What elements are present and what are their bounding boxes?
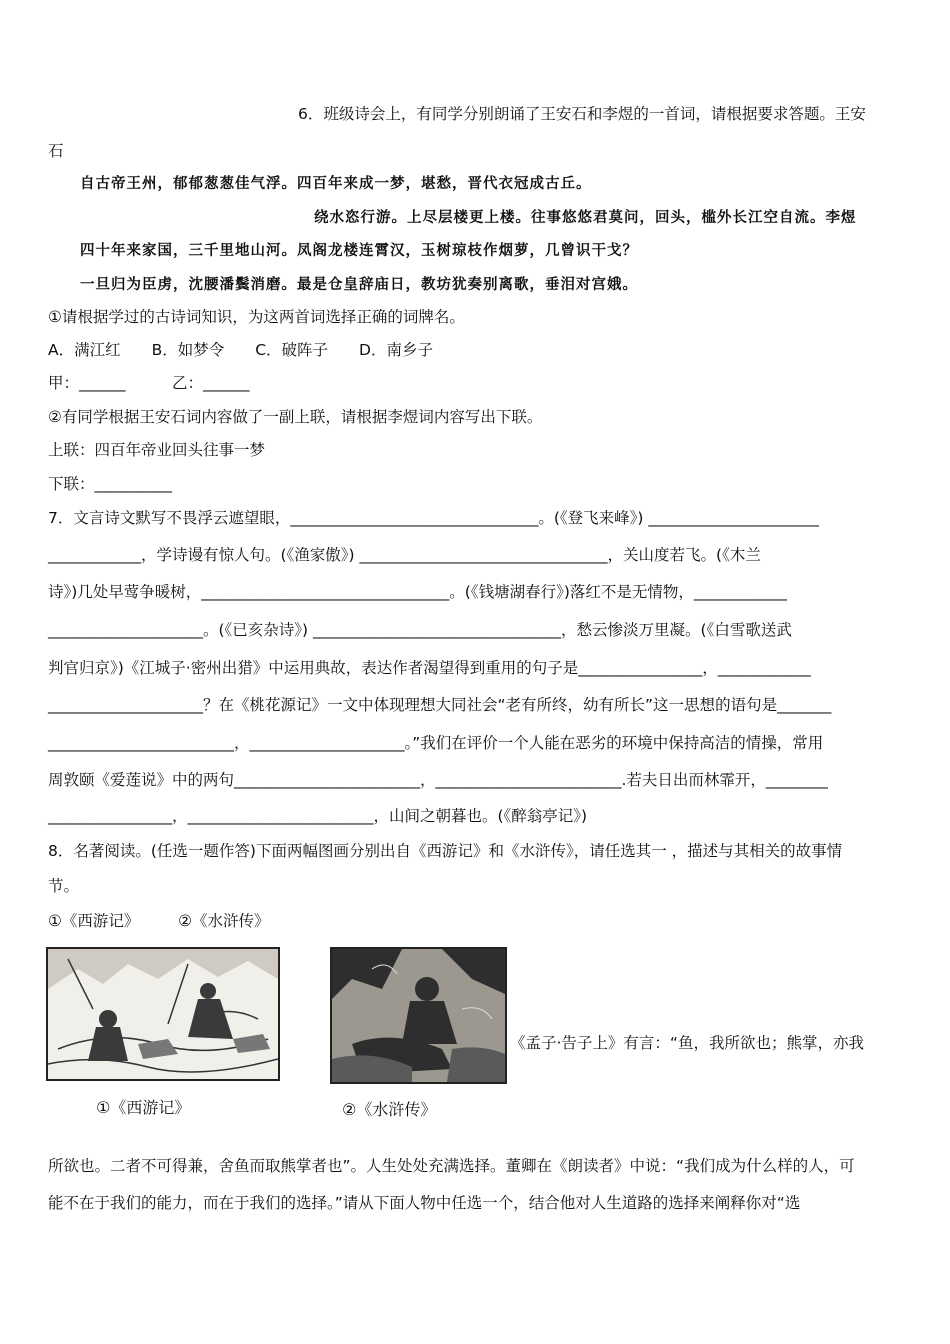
q8-paragraph-line: 能不在于我们的能力，而在于我们的选择。”请从下面人物中任选一个，结合他对人生道路的选择来阐释你对“选 bbox=[48, 1194, 801, 1212]
q6-intro-continued: 石 bbox=[48, 142, 64, 160]
poem-line: 绕水恣行游。上尽层楼更上楼。往事悠悠君莫问，回头，槛外长江空自流。李煜 bbox=[314, 209, 857, 226]
q7-line: 7．文言诗文默写不畏浮云遮望眼，________________________________。(《登飞来峰》) ______________________ bbox=[48, 509, 819, 527]
poem-line: 四十年来家国，三千里地山河。凤阁龙楼连霄汉，玉树琼枝作烟萝，几曾识干戈？ bbox=[80, 242, 638, 259]
q7-line: 诗》)几处早莺争暖树，________________________________。(《钱塘湖春行》)落红不是无情物，____________ bbox=[48, 583, 787, 601]
q6-sub1: ①请根据学过的古诗词知识，为这两首词选择正确的词牌名。 bbox=[48, 308, 465, 326]
q6-intro: 6．班级诗会上，有同学分别朗诵了王安石和李煜的一首词，请根据要求答题。王安 bbox=[298, 105, 866, 123]
poem-line: 自古帝王州，郁郁葱葱佳气浮。四百年来成一梦，堪愁，晋代衣冠成古丘。 bbox=[80, 175, 592, 192]
journey-west-illustration bbox=[46, 947, 280, 1081]
q7-line: ________________________，____________________。”我们在评价一个人能在恶劣的环境中保持高洁的情操，常用 bbox=[48, 734, 824, 752]
mencius-quote-start: 《孟子·告子上》有言：“鱼，我所欲也；熊掌，亦我 bbox=[510, 1034, 864, 1052]
q6-lower-couplet: 下联：__________ bbox=[48, 475, 173, 493]
q6-answer-line: 甲：______ 乙：______ bbox=[48, 374, 250, 392]
q7-line: 判官归京》)《江城子·密州出猎》中运用典故，表达作者渴望得到重用的句子是________________，____________ bbox=[48, 659, 811, 677]
q6-sub2: ②有同学根据王安石词内容做了一副上联，请根据李煜词内容写出下联。 bbox=[48, 408, 543, 426]
q7-line: ________________，________________________，山间之朝暮也。(《醉翁亭记》) bbox=[48, 807, 588, 825]
q6-upper-couplet: 上联：四百年帝业回头往事一梦 bbox=[48, 441, 266, 459]
q8-image-labels: ①《西游记》 ②《水浒传》 bbox=[48, 912, 270, 930]
figure-caption: ②《水浒传》 bbox=[342, 1100, 437, 1119]
q8-paragraph-line: 所欲也。二者不可得兼，舍鱼而取熊掌者也”。人生处处充满选择。董卿在《朗读者》中说：“我们成为什么样的人，可 bbox=[48, 1157, 855, 1175]
poem-line: 一旦归为臣虏，沈腰潘鬓消磨。最是仓皇辞庙日，教坊犹奏别离歌，垂泪对宫娥。 bbox=[80, 276, 638, 293]
water-margin-illustration bbox=[330, 947, 507, 1084]
q7-line: ____________________。(《已亥杂诗》) ________________________________，愁云惨淡万里凝。(《白雪歌送武 bbox=[48, 621, 792, 639]
figure-caption: ①《西游记》 bbox=[96, 1098, 191, 1117]
q7-line: ____________________？在《桃花源记》一文中体现理想大同社会“老有所终，幼有所长”这一思想的语句是_______ bbox=[48, 696, 832, 714]
q7-line: 周敦颐《爱莲说》中的两句________________________，________________________.若夫日出而林霏开，________ bbox=[48, 771, 828, 789]
q6-options: A．满江红 B．如梦令 C．破阵子 D．南乡子 bbox=[48, 341, 433, 359]
q8-line: 节。 bbox=[48, 877, 80, 895]
q7-line: ____________，学诗谩有惊人句。(《渔家傲》) ________________________________，关山度若飞。(《木兰 bbox=[48, 546, 761, 564]
q8-line: 8．名著阅读。(任选一题作答)下面两幅图画分别出自《西游记》和《水浒传》，请任选其一 ，描述与其相关的故事情 bbox=[48, 842, 843, 860]
